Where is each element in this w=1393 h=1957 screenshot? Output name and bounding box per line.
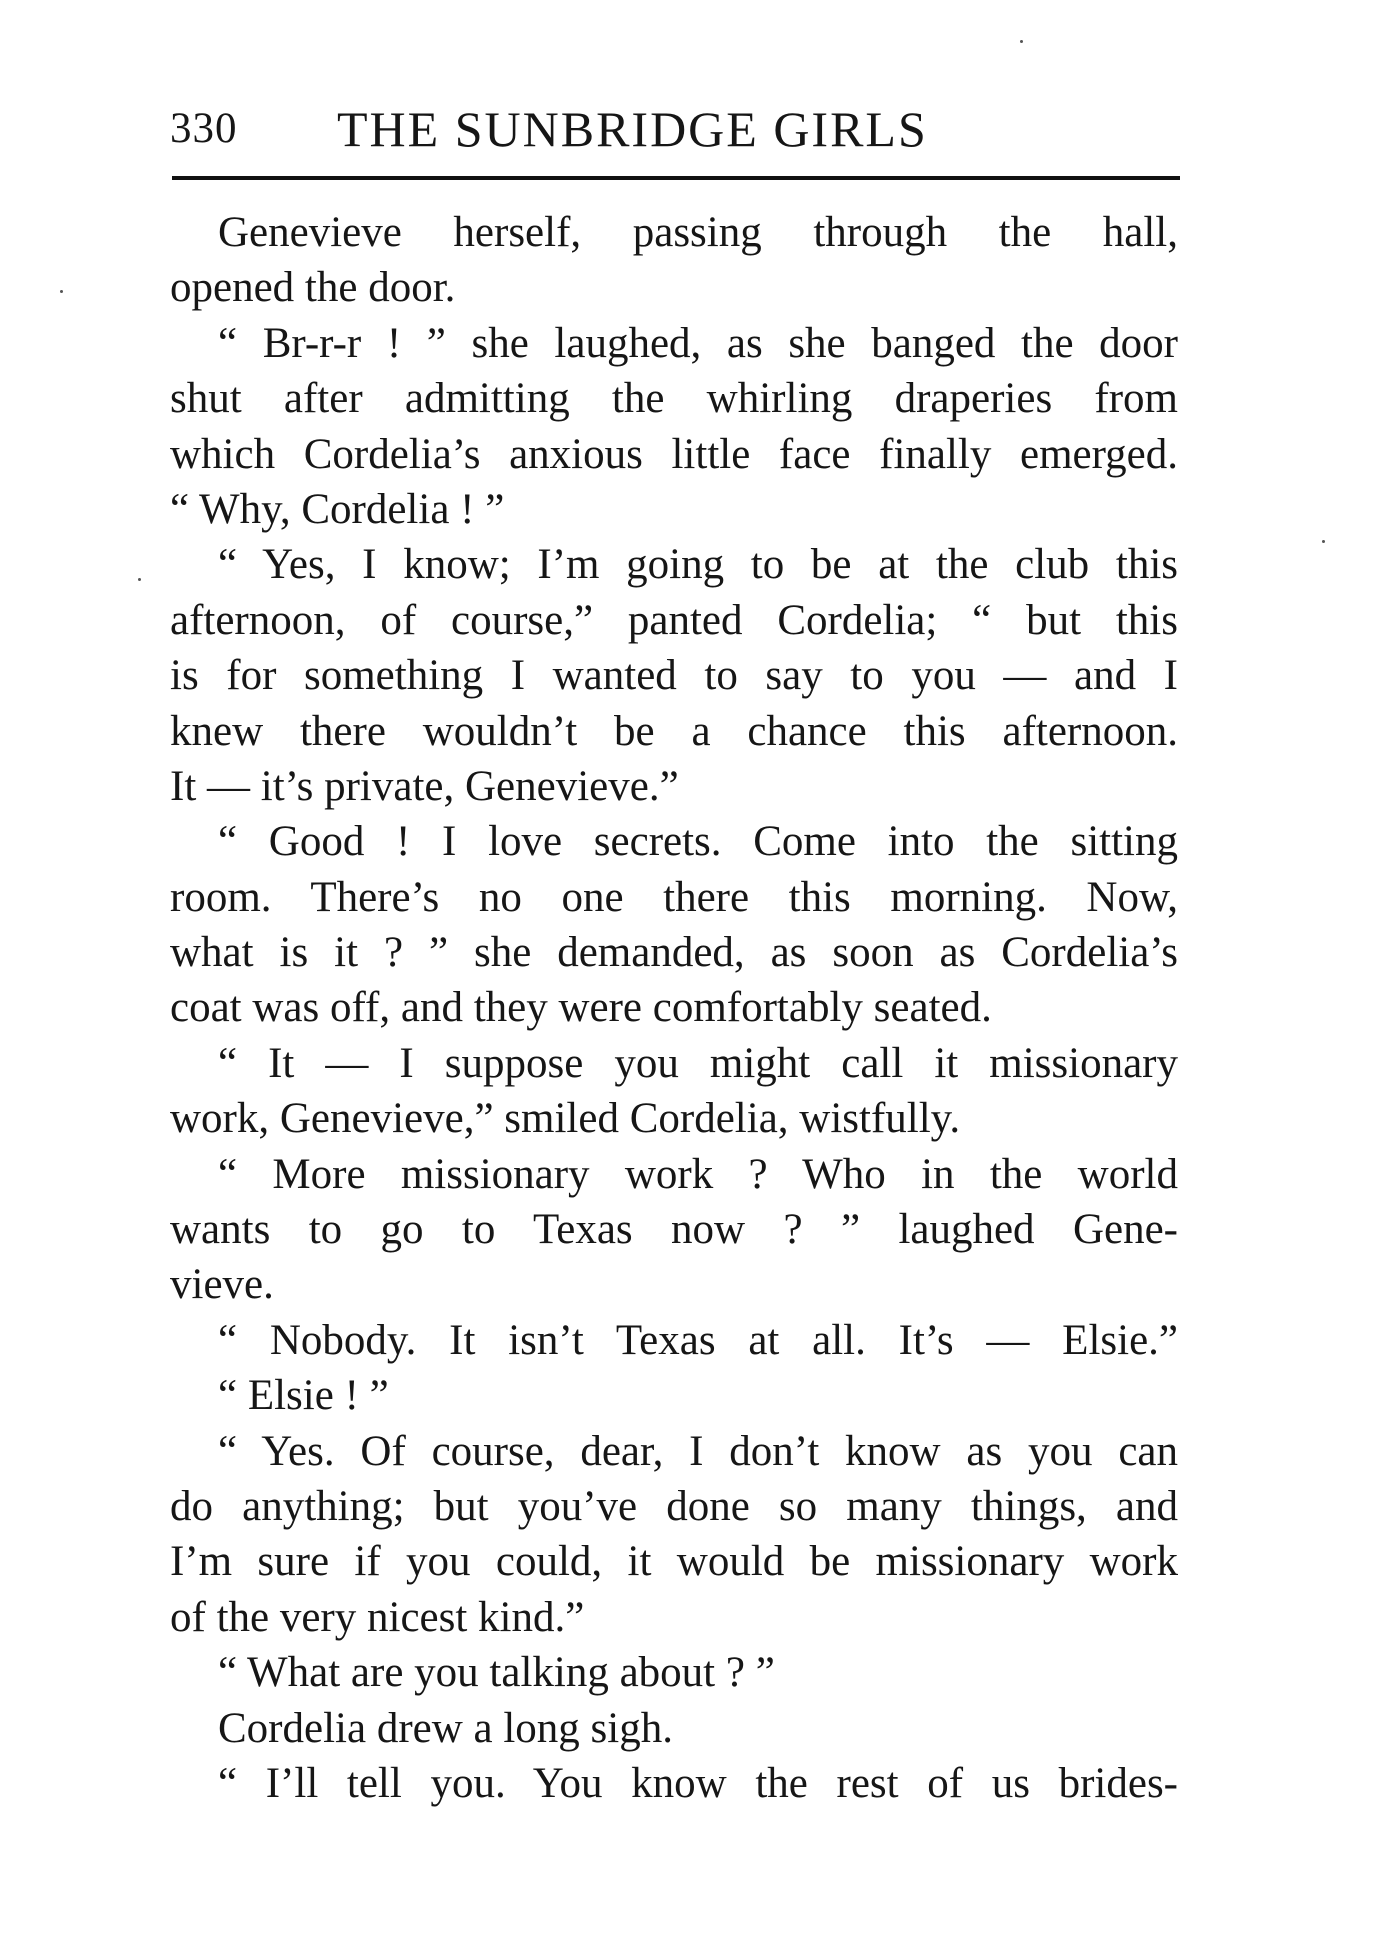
text-line: Cordelia drew a long sigh.	[218, 1704, 673, 1752]
text-line: I’m sure if you could, it would be missionary work	[170, 1538, 1178, 1586]
text-line: Genevieve herself, passing through the hall,	[218, 209, 1178, 256]
text-line: wants to go to Texas now ? ” laughed Gene-	[170, 1206, 1178, 1254]
text-line: what is it ? ” she demanded, as soon as Cordelia’s	[170, 929, 1178, 977]
scan-speck	[60, 290, 63, 293]
body-text	[170, 205, 1178, 1811]
scan-speck	[138, 578, 141, 581]
text-line: afternoon, of course,” panted Cordelia; “ but this	[170, 596, 1178, 644]
text-line: vieve.	[170, 1261, 274, 1309]
text-line: “ Why, Cordelia ! ”	[170, 485, 505, 533]
running-title: THE SUNBRIDGE GIRLS	[337, 101, 928, 157]
text-line: “ What are you talking about ? ”	[218, 1649, 775, 1697]
scan-speck	[1020, 40, 1023, 43]
text-line: opened the door.	[170, 264, 456, 312]
text-line: It — it’s private, Genevieve.”	[170, 762, 679, 810]
text-line: “ Good ! I love secrets. Come into the sitting	[218, 818, 1178, 866]
text-line: is for something I wanted to say to you — and I	[170, 652, 1178, 700]
text-line: coat was off, and they were comfortably seated.	[170, 984, 992, 1032]
text-line: of the very nicest kind.”	[170, 1593, 585, 1641]
text-line: knew there wouldn’t be a chance this afternoon.	[170, 707, 1178, 755]
text-line: “ Yes, I know; I’m going to be at the club this	[218, 541, 1178, 589]
text-line: “ It — I suppose you might call it missionary	[218, 1039, 1178, 1087]
text-line: work, Genevieve,” smiled Cordelia, wistfully.	[170, 1095, 961, 1143]
scan-speck	[1322, 540, 1325, 543]
text-line: which Cordelia’s anxious little face finally emerged.	[170, 430, 1178, 478]
header-rule	[172, 176, 1180, 180]
page-number: 330	[170, 105, 238, 152]
text-line: “ More missionary work ? Who in the world	[218, 1150, 1178, 1198]
text-line: “ Elsie ! ”	[218, 1372, 389, 1420]
running-header	[170, 100, 1180, 164]
text-line: room. There’s no one there this morning. Now,	[170, 873, 1178, 921]
text-line: do anything; but you’ve done so many things, and	[170, 1482, 1178, 1530]
text-line: “ Br-r-r ! ” she laughed, as she banged the door	[218, 319, 1178, 367]
text-line: “ I’ll tell you. You know the rest of us brides-	[218, 1759, 1178, 1807]
text-line: “ Yes. Of course, dear, I don’t know as you can	[218, 1427, 1178, 1475]
text-line: shut after admitting the whirling draperies from	[170, 375, 1178, 423]
text-line: “ Nobody. It isn’t Texas at all. It’s — Elsie.”	[218, 1316, 1178, 1364]
